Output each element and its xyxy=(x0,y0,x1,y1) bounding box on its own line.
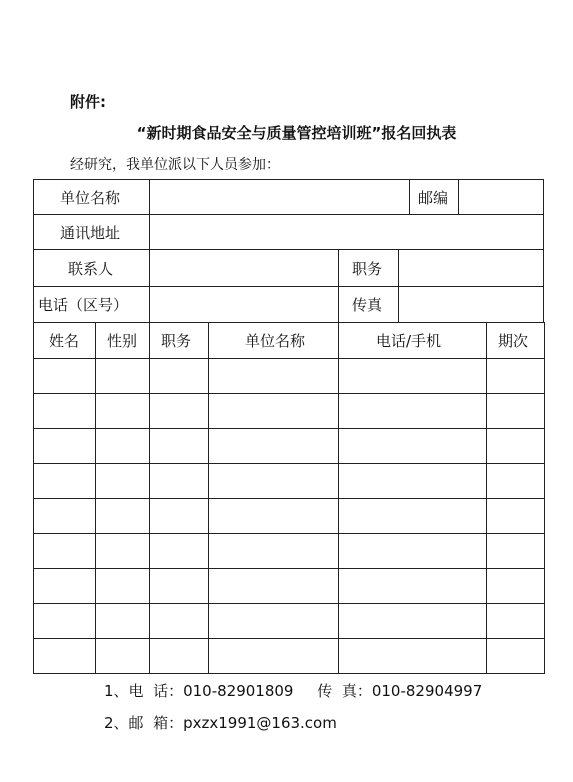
table-header-label: 电话/手机 xyxy=(376,332,442,350)
footer-contact-line: 1、电 话：010-82901809 传 真：010-82904997 xyxy=(104,682,483,700)
table-row-cell[interactable] xyxy=(95,603,150,639)
position-label: 职务 xyxy=(352,260,383,278)
table-row-cell[interactable] xyxy=(33,603,96,639)
org-name-label: 单位名称 xyxy=(60,189,121,207)
table-row-cell[interactable] xyxy=(338,638,487,674)
table-row-cell[interactable] xyxy=(95,498,150,534)
fax-field[interactable] xyxy=(398,286,544,323)
table-row-cell[interactable] xyxy=(33,498,96,534)
table-row-cell[interactable] xyxy=(338,428,487,464)
table-header-label: 单位名称 xyxy=(245,332,306,350)
table-row-cell[interactable] xyxy=(486,638,545,674)
table-row-cell[interactable] xyxy=(338,498,487,534)
table-row-cell[interactable] xyxy=(149,638,209,674)
table-row-cell[interactable] xyxy=(149,533,209,569)
table-row-cell[interactable] xyxy=(33,358,96,394)
contact-label: 联系人 xyxy=(68,260,114,278)
table-row-cell[interactable] xyxy=(486,393,545,429)
attachment-label: 附件: xyxy=(70,93,106,111)
table-header-label: 期次 xyxy=(498,332,529,350)
table-header-label: 姓名 xyxy=(49,332,80,350)
phone-label: 电话（区号） xyxy=(38,296,129,314)
table-row-cell[interactable] xyxy=(33,428,96,464)
table-row-cell[interactable] xyxy=(95,463,150,499)
position-field[interactable] xyxy=(398,249,544,287)
table-row-cell[interactable] xyxy=(149,603,209,639)
table-row-cell[interactable] xyxy=(33,393,96,429)
table-row-cell[interactable] xyxy=(95,358,150,394)
table-row-cell[interactable] xyxy=(95,393,150,429)
table-row-cell[interactable] xyxy=(338,393,487,429)
contact-field[interactable] xyxy=(149,249,339,287)
table-row-cell[interactable] xyxy=(208,358,339,394)
table-row-cell[interactable] xyxy=(33,638,96,674)
page-title: “新时期食品安全与质量管控培训班”报名回执表 xyxy=(136,124,457,142)
table-row-cell[interactable] xyxy=(33,533,96,569)
postcode-label: 邮编 xyxy=(418,189,449,207)
table-row-cell[interactable] xyxy=(486,463,545,499)
table-header-label: 性别 xyxy=(107,332,138,350)
table-row-cell[interactable] xyxy=(149,463,209,499)
table-row-cell[interactable] xyxy=(338,568,487,604)
table-row-cell[interactable] xyxy=(33,463,96,499)
table-row-cell[interactable] xyxy=(95,638,150,674)
table-row-cell[interactable] xyxy=(208,568,339,604)
table-row-cell[interactable] xyxy=(208,428,339,464)
table-row-cell[interactable] xyxy=(486,603,545,639)
table-row-cell[interactable] xyxy=(338,533,487,569)
table-row-cell[interactable] xyxy=(208,393,339,429)
table-row-cell[interactable] xyxy=(208,498,339,534)
phone-field[interactable] xyxy=(149,286,339,323)
table-row-cell[interactable] xyxy=(486,568,545,604)
table-row-cell[interactable] xyxy=(486,358,545,394)
table-row-cell[interactable] xyxy=(33,568,96,604)
address-field[interactable] xyxy=(149,214,544,250)
table-row-cell[interactable] xyxy=(208,638,339,674)
table-row-cell[interactable] xyxy=(338,603,487,639)
table-row-cell[interactable] xyxy=(149,358,209,394)
table-row-cell[interactable] xyxy=(208,463,339,499)
table-row-cell[interactable] xyxy=(149,498,209,534)
table-row-cell[interactable] xyxy=(95,533,150,569)
org-name-field[interactable] xyxy=(149,179,410,215)
table-row-cell[interactable] xyxy=(486,428,545,464)
postcode-field[interactable] xyxy=(458,179,544,215)
intro-text: 经研究，我单位派以下人员参加： xyxy=(70,157,280,173)
table-row-cell[interactable] xyxy=(486,498,545,534)
table-row-cell[interactable] xyxy=(149,568,209,604)
table-row-cell[interactable] xyxy=(95,428,150,464)
table-row-cell[interactable] xyxy=(208,533,339,569)
table-row-cell[interactable] xyxy=(149,428,209,464)
footer-email-line: 2、邮 箱：pxzx1991@163.com xyxy=(104,714,337,732)
table-row-cell[interactable] xyxy=(95,568,150,604)
address-label: 通讯地址 xyxy=(60,224,121,242)
table-row-cell[interactable] xyxy=(338,463,487,499)
table-row-cell[interactable] xyxy=(338,358,487,394)
table-row-cell[interactable] xyxy=(149,393,209,429)
table-row-cell[interactable] xyxy=(208,603,339,639)
fax-label: 传真 xyxy=(352,296,383,314)
table-header-label: 职务 xyxy=(161,332,192,350)
table-row-cell[interactable] xyxy=(486,533,545,569)
